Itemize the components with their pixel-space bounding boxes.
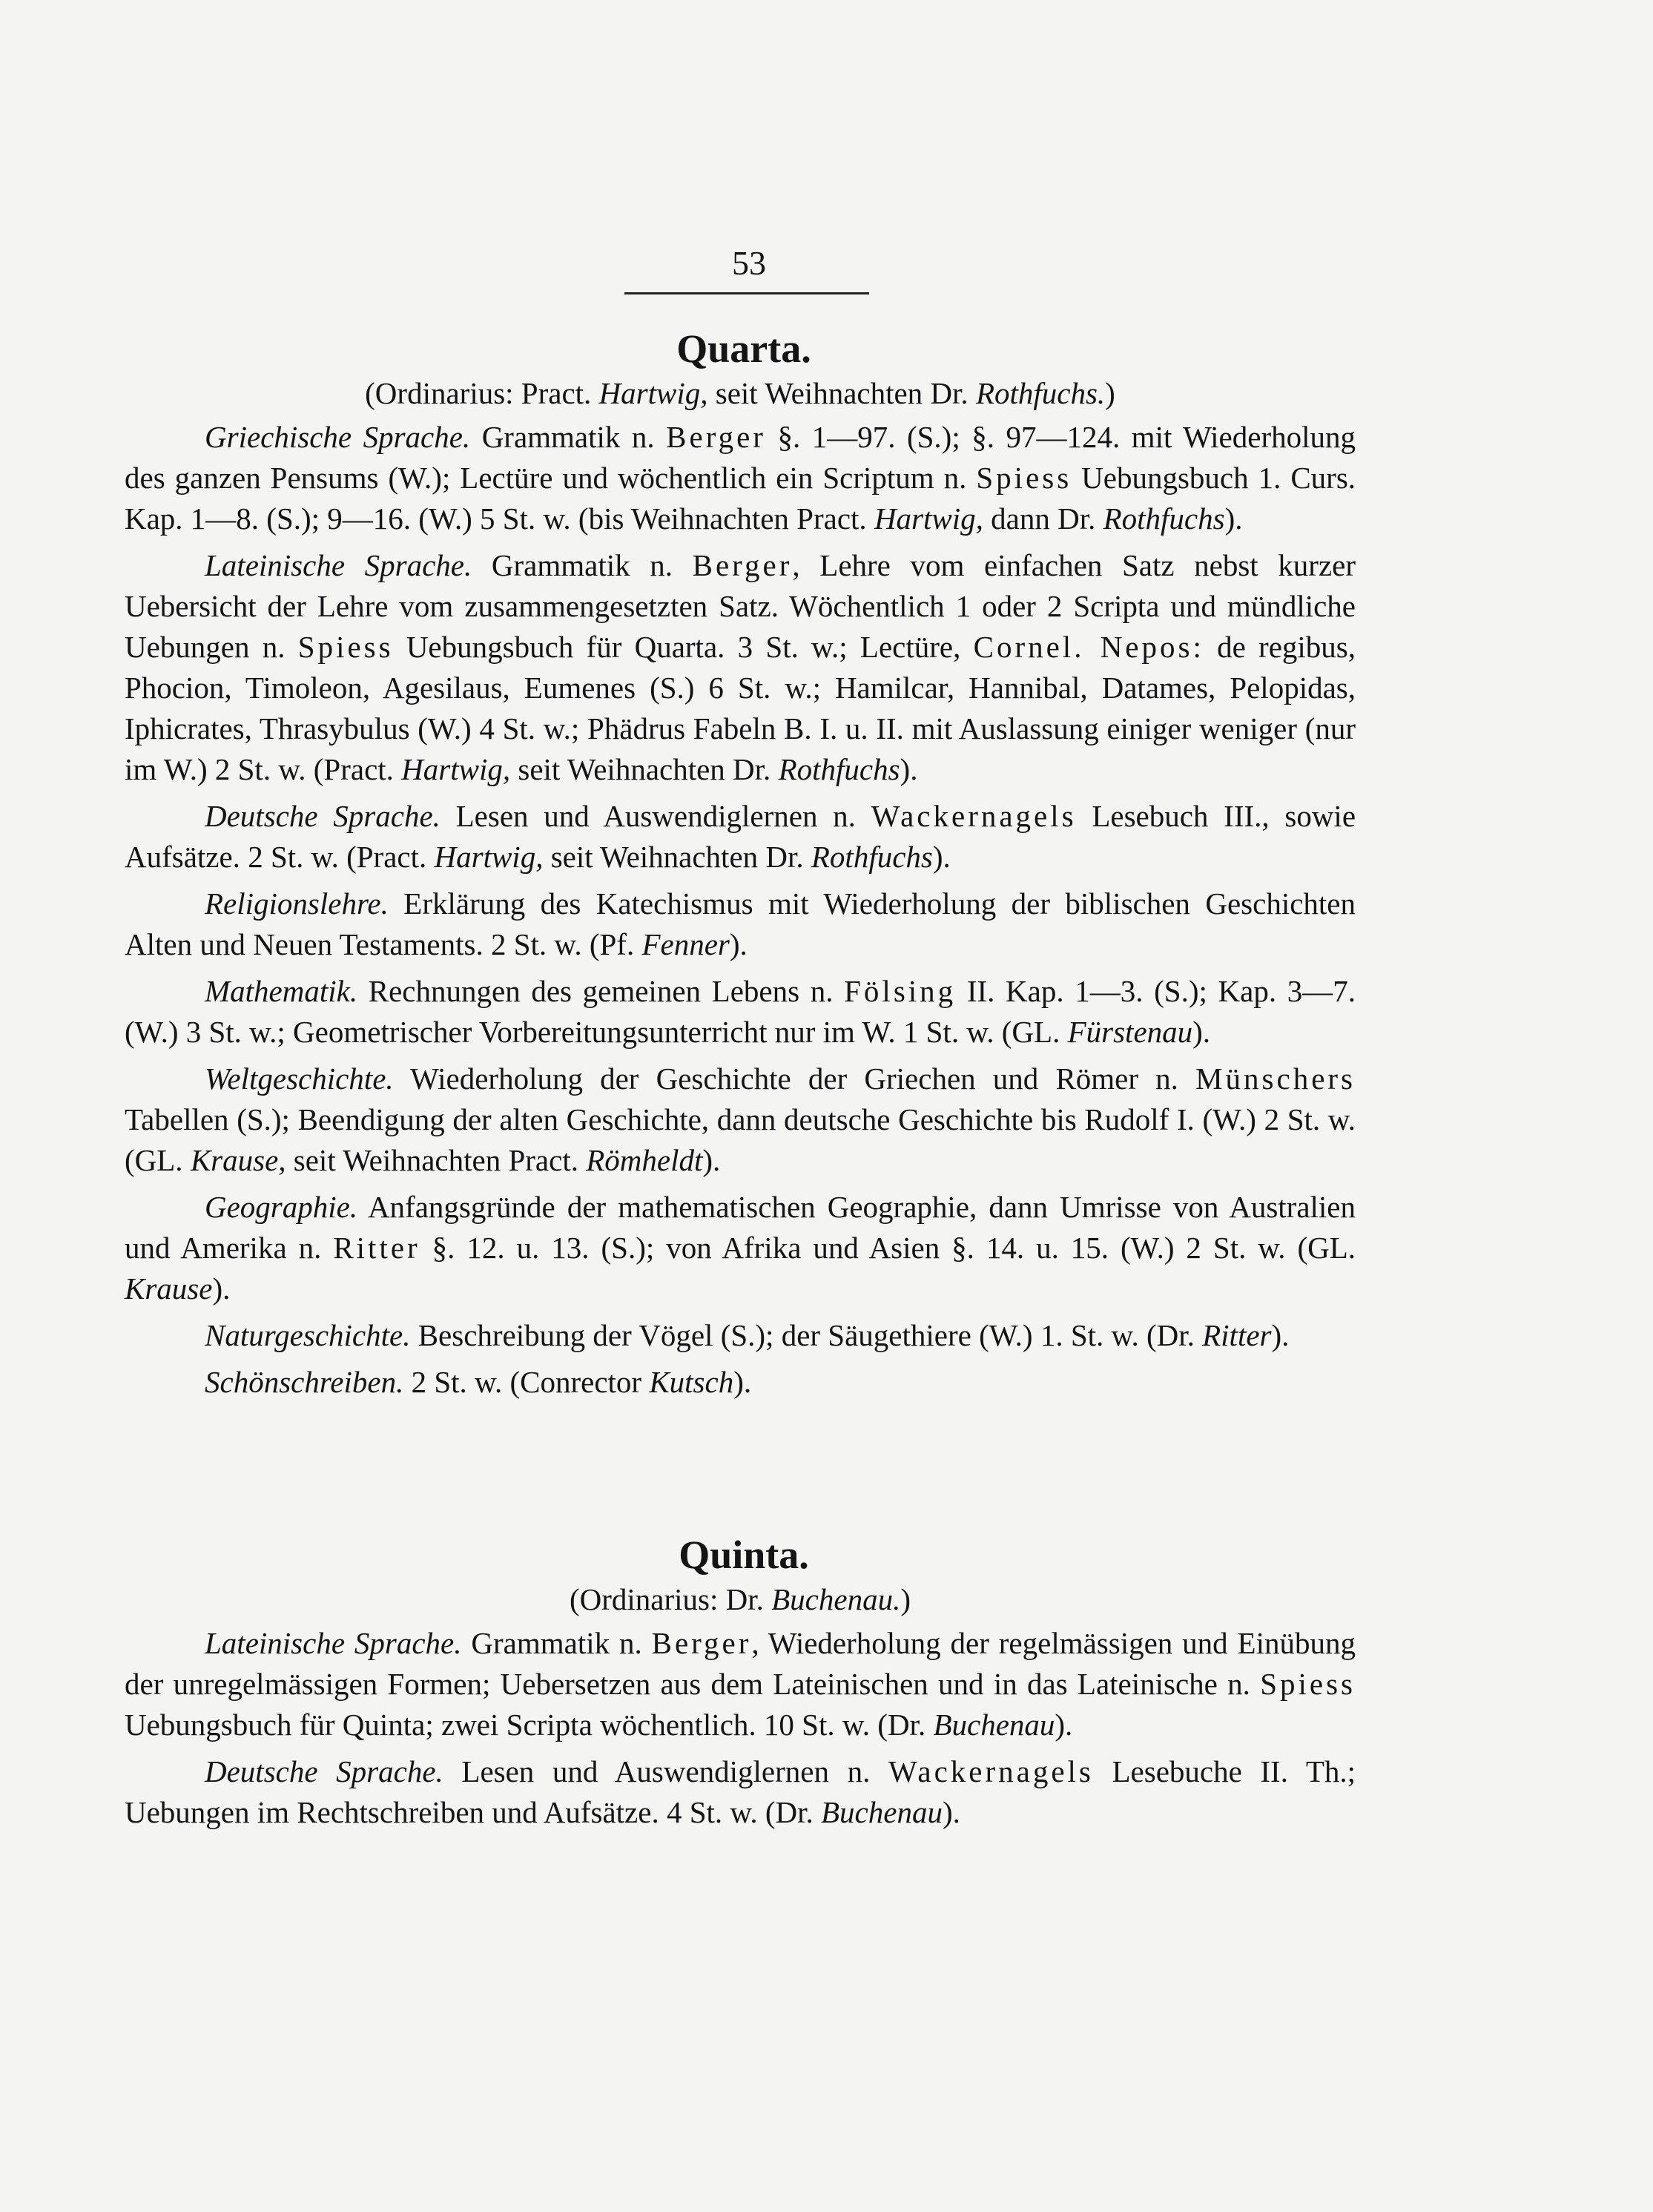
ordinarius-quarta: [125, 373, 1356, 414]
teacher-name: Rothfuchs: [778, 752, 900, 786]
subject-text: ).: [900, 752, 918, 786]
subject-text: ).: [1224, 501, 1243, 536]
teacher-name: Rothfuchs: [1103, 501, 1225, 536]
subject-paragraph: [125, 1187, 1356, 1309]
subject-text: Beschreibung der Vögel (S.); der Säugethiere (W.) 1. St. w. (Dr.: [418, 1318, 1195, 1352]
section-quinta: [125, 1530, 1356, 1839]
subject-geographie: [125, 1187, 1356, 1309]
teacher-name: Buchenau.: [771, 1582, 901, 1616]
author-name: Berger: [651, 1626, 752, 1660]
section-title-quinta: Quinta.: [679, 1533, 809, 1577]
subject-label: Weltgeschichte.: [205, 1061, 394, 1096]
subject-text: seit Weihnachten Dr.: [550, 840, 804, 874]
subject-label: Naturgeschichte.: [205, 1318, 411, 1352]
subject-text: Grammatik n.: [471, 1626, 642, 1660]
subject-text: Uebungsbuch für Quarta. 3 St. w.; Lectüre,: [406, 630, 961, 664]
subject-text: Tabellen (S.); Beendigung der alten Geschichte, dann deutsche Geschichte bis Rudolf I. (W.) 2 St. w. (GL.: [125, 1102, 1356, 1177]
ordinarius-prefix: (Ordinarius: Pract.: [365, 376, 592, 410]
author-name: Ritter: [333, 1231, 420, 1265]
ordinarius-suffix: ): [900, 1582, 911, 1616]
ordinarius-suffix: ): [1105, 376, 1115, 410]
subject-text: ).: [702, 1143, 721, 1177]
subject-paragraph: [125, 1362, 1356, 1403]
subject-text: Anfangsgründe der mathematischen Geographie, dann Umrisse von Australien und Amerika n.: [125, 1190, 1356, 1265]
teacher-name: Fürstenau: [1067, 1015, 1193, 1049]
teacher-name: Krause,: [190, 1143, 286, 1177]
teacher-name: Buchenau: [821, 1795, 943, 1829]
author-name: Spiess: [976, 461, 1072, 495]
subject-text: seit Weihnachten Pract.: [293, 1143, 578, 1177]
teacher-name: Hartwig,: [874, 501, 983, 536]
subject-text: ).: [1192, 1015, 1211, 1049]
subject-deutsch-quinta: [125, 1751, 1356, 1833]
author-name: Spiess: [297, 630, 394, 664]
subject-text: Lesebuche II. Th.; Uebungen im Rechtschreiben und Aufsätze. 4 St. w. (Dr.: [125, 1754, 1356, 1829]
subject-text: Uebungsbuch für Quinta; zwei Scripta wöchentlich. 10 St. w. (Dr.: [125, 1708, 926, 1742]
subject-schoenschreiben: [125, 1362, 1356, 1403]
subject-text: ).: [932, 840, 951, 874]
subject-label: Schönschreiben.: [205, 1365, 404, 1399]
subject-label: Deutsche Sprache.: [205, 1754, 443, 1788]
subject-text: Uebungsbuch 1. Curs. Kap. 1—8. (S.); 9—16. (W.) 5 St. w. (bis Weihnachten Pract.: [125, 461, 1356, 536]
subject-naturgeschichte: [125, 1315, 1356, 1356]
subject-label: Lateinische Sprache.: [205, 1626, 462, 1660]
subject-text: 2 St. w. (Conrector: [411, 1365, 642, 1399]
subject-label: Geographie.: [205, 1190, 358, 1224]
subject-paragraph: [125, 1751, 1356, 1833]
author-name: Wackernagels: [871, 799, 1077, 833]
subject-text: §. 12. u. 13. (S.); von Afrika und Asien §. 14. u. 15. (W.) 2 St. w. (GL.: [432, 1231, 1356, 1265]
teacher-name: Kutsch: [649, 1365, 734, 1399]
subject-text: dann Dr.: [991, 501, 1096, 536]
subject-paragraph: [125, 1059, 1356, 1181]
section-quarta: [125, 324, 1356, 1409]
subject-text: Grammatik n.: [491, 548, 673, 582]
author-name: Cornel. Nepos:: [973, 630, 1204, 664]
teacher-name: Krause: [125, 1271, 213, 1306]
teacher-name: Hartwig,: [598, 376, 708, 410]
teacher-name: Rothfuchs: [811, 840, 933, 874]
subject-weltgeschichte: [125, 1059, 1356, 1181]
subject-label: Religionslehre.: [205, 886, 389, 921]
author-name: Wackernagels: [888, 1754, 1094, 1788]
subject-paragraph: [125, 971, 1356, 1053]
header-rule: [624, 292, 869, 294]
subject-deutsch: [125, 796, 1356, 878]
subject-text: Rechnungen des gemeinen Lebens n.: [368, 974, 834, 1008]
author-name: Berger: [666, 420, 766, 454]
ordinarius-text: seit Weihnachten Dr.: [715, 376, 969, 410]
page-number: 53: [732, 244, 766, 282]
subject-text: ).: [1271, 1318, 1290, 1352]
subject-text: Lesen und Auswendiglernen n.: [461, 1754, 871, 1788]
author-name: Fölsing: [844, 974, 957, 1008]
subject-text: Erklärung des Katechismus mit Wiederholung der biblischen Geschichten Alten und Neuen Testaments. 2 St. w. (Pf.: [125, 886, 1356, 961]
subject-label: Griechische Sprache.: [205, 420, 471, 454]
subject-text: ).: [942, 1795, 960, 1829]
subject-paragraph: [125, 417, 1356, 539]
author-name: Berger: [692, 548, 793, 582]
subject-paragraph: [125, 1623, 1356, 1745]
subject-text: , Lehre vom einfachen Satz nebst kurzer Uebersicht der Lehre vom zusammengesetzten Satz. Wöchentlich 1 oder 2 Scripta und mündliche Uebungen n.: [125, 548, 1356, 664]
subject-text: Lesen und Auswendiglernen n.: [455, 799, 856, 833]
subject-paragraph: [125, 796, 1356, 878]
author-name: Spiess: [1260, 1667, 1356, 1701]
subject-text: Grammatik n.: [481, 420, 655, 454]
teacher-name: Hartwig,: [401, 752, 511, 786]
subject-text: ).: [733, 1365, 752, 1399]
section-title-quarta: Quarta.: [676, 326, 811, 371]
subject-text: Lesebuch III., sowie Aufsätze. 2 St. w. (Pract.: [125, 799, 1356, 874]
subject-text: Wiederholung der Geschichte der Griechen und Römer n.: [410, 1061, 1178, 1096]
subject-griechisch: [125, 417, 1356, 539]
subject-label: Lateinische Sprache.: [205, 548, 472, 582]
subject-label: Deutsche Sprache.: [205, 799, 441, 833]
subject-text: ).: [729, 927, 748, 961]
subject-text: seit Weihnachten Dr.: [518, 752, 771, 786]
subject-mathematik: [125, 971, 1356, 1053]
teacher-name: Fenner: [641, 927, 730, 961]
subject-text: de regibus, Phocion, Timoleon, Agesilaus, Eumenes (S.) 6 St. w.; Hamilcar, Hannibal, Datames, Pelopidas, Iphicrates, Thrasybulus (W.) 4 St. w.; Phädrus Fabeln B. I. u. II. mit Auslassung einiger weniger (nur im W.) 2 St. w. (Pract.: [125, 630, 1356, 786]
subject-text: ).: [212, 1271, 231, 1306]
subject-text: ).: [1055, 1708, 1073, 1742]
subject-lateinisch-quinta: [125, 1623, 1356, 1745]
teacher-name: Römheldt: [586, 1143, 703, 1177]
teacher-name: Rothfuchs.: [975, 376, 1106, 410]
subject-paragraph: [125, 545, 1356, 790]
subject-religion: [125, 883, 1356, 965]
subject-text: II. Kap. 1—3. (S.); Kap. 3—7. (W.) 3 St. w.; Geometrischer Vorbereitungsunterricht nur im W. 1 St. w. (GL.: [125, 974, 1356, 1049]
ordinarius-prefix: (Ordinarius: Dr.: [569, 1582, 764, 1616]
subject-lateinisch: [125, 545, 1356, 790]
subject-label: Mathematik.: [205, 974, 358, 1008]
ordinarius-quinta: [125, 1579, 1356, 1620]
subject-text: §. 1—97. (S.); §. 97—124. mit Wiederholung des ganzen Pensums (W.); Lectüre und wöchentlich ein Scriptum n.: [125, 420, 1356, 495]
teacher-name: Buchenau: [933, 1708, 1055, 1742]
subject-paragraph: [125, 883, 1356, 965]
subject-text: , Wiederholung der regelmässigen und Einübung der unregelmässigen Formen; Uebersetzen aus dem Lateinischen und in das Lateinische n.: [125, 1626, 1356, 1701]
teacher-name: Hartwig,: [434, 840, 544, 874]
author-name: Münschers: [1195, 1061, 1356, 1096]
subject-paragraph: [125, 1315, 1356, 1356]
teacher-name: Ritter: [1202, 1318, 1272, 1352]
